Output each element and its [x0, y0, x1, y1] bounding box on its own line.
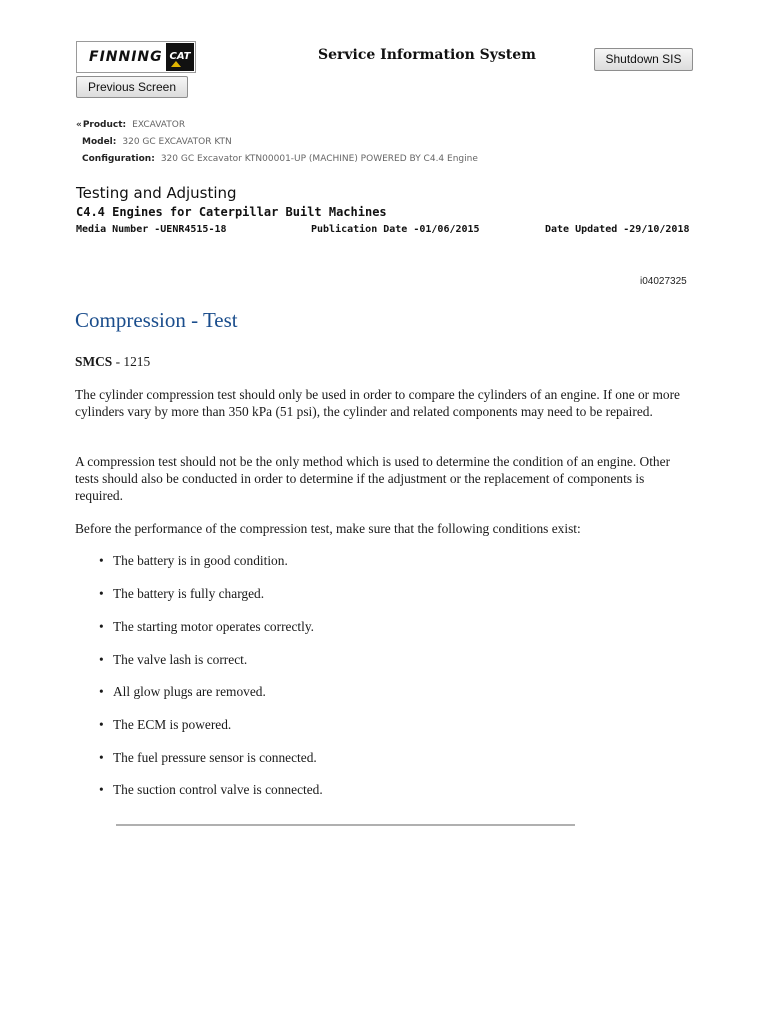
condition-text: The fuel pressure sensor is connected.	[113, 750, 317, 765]
engine-heading: C4.4 Engines for Caterpillar Built Machines	[76, 205, 387, 219]
condition-item	[99, 782, 323, 798]
condition-text: The ECM is powered.	[113, 717, 232, 732]
condition-item	[99, 652, 247, 668]
model-label: Model:	[82, 137, 117, 147]
bullet-icon: •	[99, 586, 104, 601]
divider	[116, 824, 575, 826]
previous-screen-button[interactable]: Previous Screen	[76, 76, 188, 98]
configuration-value: 320 GC Excavator KTN00001-UP (MACHINE) POWERED BY C4.4 Engine	[160, 154, 478, 164]
bullet-icon: •	[99, 652, 104, 667]
condition-item	[99, 619, 314, 635]
condition-text: The starting motor operates correctly.	[113, 619, 315, 634]
logo-brand-text: FINNING	[89, 49, 163, 65]
condition-item	[99, 717, 231, 733]
product-row	[76, 120, 185, 130]
bullet-icon: •	[99, 553, 104, 568]
media-number: Media Number -UENR4515-18	[76, 224, 227, 235]
cat-logo-icon: CAT	[166, 43, 194, 71]
smcs-line	[75, 353, 693, 370]
condition-item	[99, 750, 317, 766]
paragraph-3: Before the performance of the compression test, make sure that the following conditions exist:	[75, 521, 581, 536]
smcs-label: SMCS	[75, 354, 113, 369]
bullet-icon: •	[99, 619, 104, 634]
back-chevron-icon[interactable]: «	[76, 120, 82, 130]
product-value: EXCAVATOR	[132, 120, 186, 130]
date-updated: Date Updated -29/10/2018	[545, 224, 690, 235]
document-title: Compression - Test	[75, 308, 238, 332]
condition-text: The battery is in good condition.	[113, 553, 288, 568]
condition-text: All glow plugs are removed.	[113, 684, 266, 699]
publication-date: Publication Date -01/06/2015	[311, 224, 480, 235]
finning-cat-logo	[76, 41, 196, 73]
configuration-label: Configuration:	[82, 154, 155, 164]
shutdown-sis-button[interactable]: Shutdown SIS	[594, 48, 693, 71]
bullet-icon: •	[99, 750, 104, 765]
condition-text: The suction control valve is connected.	[113, 782, 323, 797]
paragraph-2: A compression test should not be the only method which is used to determine the condition of an engine. Other tests should also be conducted in order to determine if the adjustment or the replacement of components is required.	[75, 454, 671, 503]
condition-item	[99, 553, 288, 569]
document-id: i04027325	[640, 276, 687, 287]
paragraph-1: The cylinder compression test should only be used in order to compare the cylinders of an engine. If one or more cylinders vary by more than 350 kPa (51 psi), the cylinder and related components may need to be repaired.	[75, 387, 681, 419]
bullet-icon: •	[99, 684, 104, 699]
model-row	[82, 137, 232, 147]
bullet-icon: •	[99, 782, 104, 797]
model-value: 320 GC EXCAVATOR KTN	[122, 137, 232, 147]
condition-item	[99, 684, 266, 700]
bullet-icon: •	[99, 717, 104, 732]
app-title: Service Information System	[318, 47, 536, 63]
condition-text: The valve lash is correct.	[113, 652, 248, 667]
condition-text: The battery is fully charged.	[113, 586, 265, 601]
product-label: Product:	[82, 120, 127, 130]
section-heading: Testing and Adjusting	[76, 184, 237, 202]
condition-item	[99, 586, 264, 602]
smcs-value: - 1215	[112, 354, 151, 369]
configuration-row	[82, 154, 478, 164]
